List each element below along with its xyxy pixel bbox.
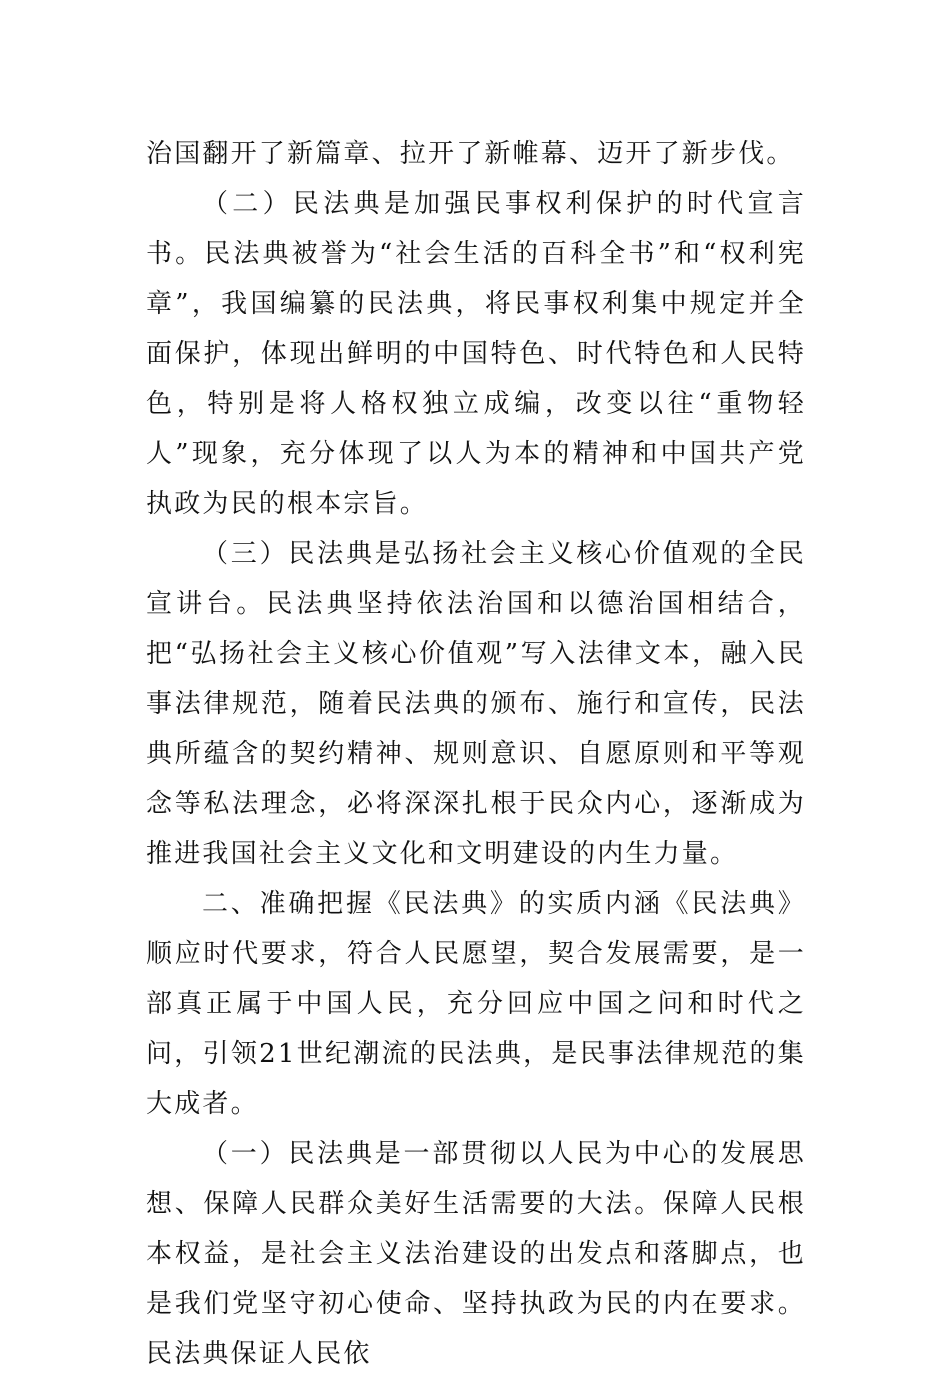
paragraph-continuation: 治国翻开了新篇章、拉开了新帷幕、迈开了新步伐。 (146, 139, 795, 169)
paragraph-section-2: （二）民法典是加强民事权利保护的时代宣言书。民法典被誉为“社会生活的百科全书”和“权利宪章”，我国编纂的民法典，将民事权利集中规定并全面保护，体现出鲜明的中国特色、时代特色和人民特色，特别是将人格权独立成编，改变以往“重物轻人”现象，充分体现了以人为本的精神和中国共产党执政为民的根本宗旨。 (146, 189, 806, 519)
paragraph-section-3: （三）民法典是弘扬社会主义核心价值观的全民宣讲台。民法典坚持依法治国和以德治国相结合，把“弘扬社会主义核心价值观”写入法律文本，融入民事法律规范，随着民法典的颁布、施行和宣传，民法典所蕴含的契约精神、规则意识、自愿原则和平等观念等私法理念，必将深深扎根于民众内心，逐渐成为推进我国社会主义文化和文明建设的内生力量。 (146, 539, 806, 869)
paragraph-heading-2: 二、准确把握《民法典》的实质内涵《民法典》顺应时代要求，符合人民愿望，契合发展需要，是一部真正属于中国人民，充分回应中国之问和时代之问，引领21世纪潮流的民法典，是民事法律规范的集大成者。 (146, 889, 806, 1119)
document-body (146, 129, 806, 1379)
paragraph-subsection-1: （一）民法典是一部贯彻以人民为中心的发展思想、保障人民群众美好生活需要的大法。保障人民根本权益，是社会主义法治建设的出发点和落脚点，也是我们党坚守初心使命、坚持执政为民的内在要求。民法典保证人民依 (146, 1139, 806, 1369)
